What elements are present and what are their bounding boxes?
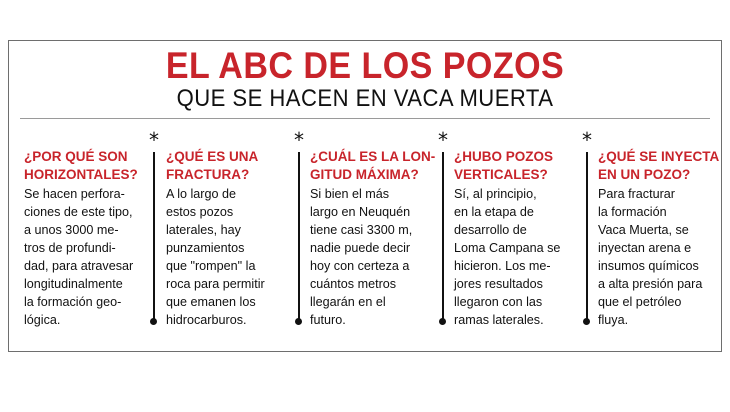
question-heading: ¿CUÁL ES LA LON- GITUD MÁXIMA? xyxy=(310,149,436,182)
column-horizontales xyxy=(24,148,156,329)
page-title: EL ABC DE LOS POZOS xyxy=(165,45,565,86)
divider-line xyxy=(298,152,300,320)
question-heading: ¿HUBO POZOS VERTICALES? xyxy=(454,149,554,182)
question-heading: ¿POR QUÉ SON HORIZONTALES? xyxy=(24,149,138,182)
dot-icon xyxy=(583,318,590,325)
divider-line xyxy=(442,152,444,320)
title-rule xyxy=(20,118,710,119)
dot-icon xyxy=(150,318,157,325)
column-longitud xyxy=(310,148,442,329)
column-verticales xyxy=(454,148,586,329)
answer-text: Para fracturar la formación Vaca Muerta, se inyectan arena e insumos químicos a alta presión para que el petróleo fluya. xyxy=(598,187,703,327)
page-subtitle: QUE SE HACEN EN VACA MUERTA xyxy=(176,85,554,112)
column-divider xyxy=(148,130,160,330)
column-divider xyxy=(437,130,449,330)
asterisk-icon: * xyxy=(149,128,159,152)
dot-icon xyxy=(295,318,302,325)
answer-text: A lo largo de estos pozos laterales, hay punzamientos que "rompen" la roca para permitir que emanen los hidrocarburos. xyxy=(166,187,265,327)
dot-icon xyxy=(439,318,446,325)
column-inyecta xyxy=(598,148,730,329)
question-heading: ¿QUÉ ES UNA FRACTURA? xyxy=(166,149,259,182)
column-divider xyxy=(581,130,593,330)
divider-line xyxy=(153,152,155,320)
column-fractura xyxy=(166,148,298,329)
divider-line xyxy=(586,152,588,320)
answer-text: Si bien el más largo en Neuquén tiene casi 3300 m, nadie puede decir hoy con certeza a cuántos metros llegarán en el futuro. xyxy=(310,187,413,327)
answer-text: Sí, al principio, en la etapa de desarrollo de Loma Campana se hicieron. Los me- jores resultados llegaron con las ramas laterales. xyxy=(454,187,561,327)
column-divider xyxy=(293,130,305,330)
asterisk-icon: * xyxy=(438,128,448,152)
answer-text: Se hacen perfora- ciones de este tipo, a unos 3000 me- tros de profundi- dad, para atravesar longitudinalmente la formación geo- lógica. xyxy=(24,187,134,327)
question-heading: ¿QUÉ SE INYECTA EN UN POZO? xyxy=(598,149,720,182)
asterisk-icon: * xyxy=(582,128,592,152)
asterisk-icon: * xyxy=(294,128,304,152)
